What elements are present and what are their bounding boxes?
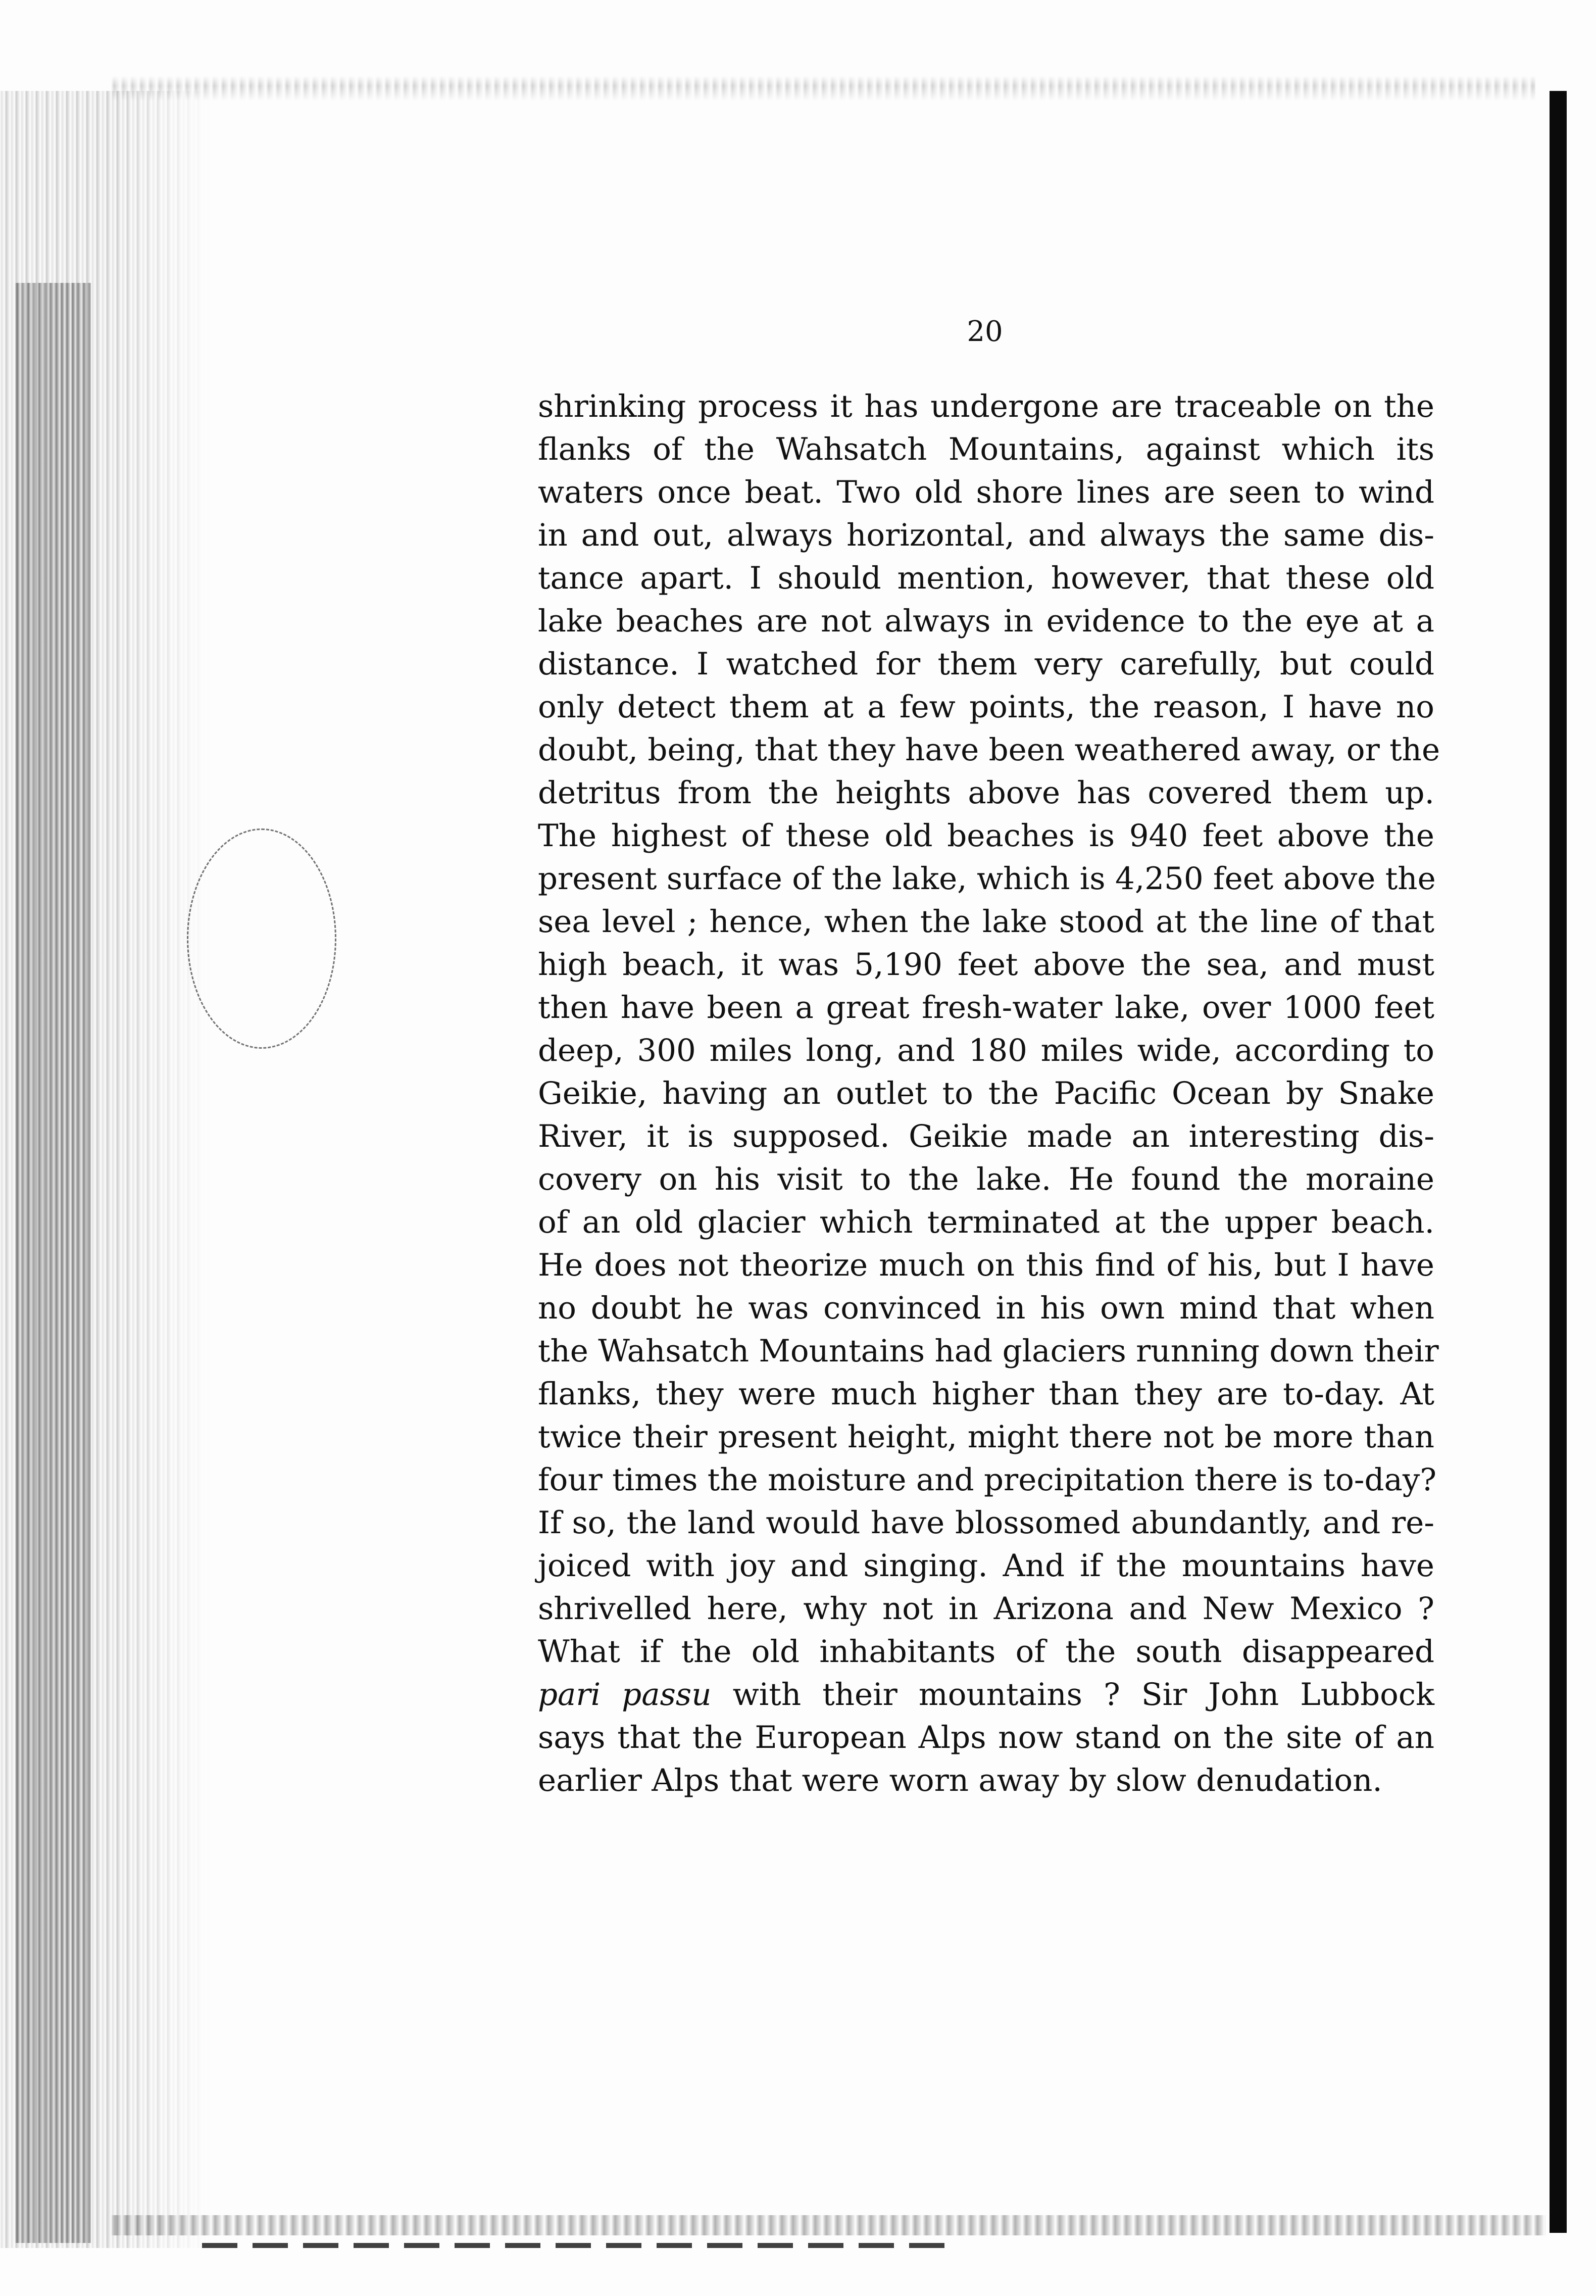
text-line: tance apart. I should mention, however, that these old xyxy=(538,560,1434,596)
italic-phrase: pari passu xyxy=(538,1677,712,1713)
text-line: shrinking process it has undergone are traceable on the xyxy=(538,388,1434,424)
text-line: shrivelled here, why not in Arizona and New Mexico ? xyxy=(538,1591,1434,1627)
text-line: only detect them at a few points, the reason, I have no xyxy=(538,689,1434,725)
top-edge-artifact xyxy=(111,76,1535,101)
text-line: twice their present height, might there not be more than xyxy=(538,1419,1434,1455)
text-line: detritus from the heights above has covered them up. xyxy=(538,775,1434,811)
page-number: 20 xyxy=(967,315,1003,348)
text-line: deep, 300 miles long, and 180 miles wide, according to xyxy=(538,1033,1434,1068)
text-line: pari passu with their mountains ? Sir John Lubbock xyxy=(538,1677,1434,1713)
text-line: The highest of these old beaches is 940 feet above the xyxy=(538,818,1434,854)
text-line: then have been a great fresh-water lake, over 1000 feet xyxy=(538,990,1434,1025)
text-line: lake beaches are not always in evidence to the eye at a xyxy=(538,603,1434,639)
text-line: the Wahsatch Mountains had glaciers running down their xyxy=(538,1333,1439,1369)
text-line: He does not theorize much on this find of his, but I have xyxy=(538,1247,1434,1283)
text-line: in and out, always horizontal, and always the same dis- xyxy=(538,517,1434,553)
text-line: says that the European Alps now stand on the site of an xyxy=(538,1720,1434,1755)
text-line: doubt, being, that they have been weathered away, or the xyxy=(538,732,1440,768)
text-line: no doubt he was convinced in his own mind that when xyxy=(538,1290,1434,1326)
circle-stamp-mark xyxy=(187,828,336,1049)
text-line-last: earlier Alps that were worn away by slow denudation. xyxy=(538,1763,1382,1798)
text-line: present surface of the lake, which is 4,250 feet above the xyxy=(538,861,1436,897)
text-line: Geikie, having an outlet to the Pacific Ocean by Snake xyxy=(538,1076,1434,1111)
text-line: If so, the land would have blossomed abundantly, and re- xyxy=(538,1505,1434,1541)
spine-scan-artifact xyxy=(15,283,91,2243)
text-line: River, it is supposed. Geikie made an interesting dis- xyxy=(538,1118,1434,1154)
text-line: of an old glacier which terminated at the upper beach. xyxy=(538,1204,1434,1240)
text-line: joiced with joy and singing. And if the mountains have xyxy=(538,1548,1434,1584)
text-line: four times the moisture and precipitation there is to-day? xyxy=(538,1462,1437,1498)
bottom-edge-artifact xyxy=(111,2215,1545,2235)
text-line: covery on his visit to the lake. He found the moraine xyxy=(538,1161,1434,1197)
text-line: waters once beat. Two old shore lines are seen to wind xyxy=(538,474,1434,510)
text-line: flanks, they were much higher than they are to-day. At xyxy=(538,1376,1434,1412)
text-line: high beach, it was 5,190 feet above the sea, and must xyxy=(538,947,1434,983)
right-edge-bar xyxy=(1550,91,1567,2233)
text-line: What if the old inhabitants of the south disappeared xyxy=(538,1634,1434,1670)
text-line: sea level ; hence, when the lake stood at the line of that xyxy=(538,904,1434,940)
body-text xyxy=(538,385,1440,1802)
bottom-dashed-line xyxy=(202,2243,960,2248)
text-line: flanks of the Wahsatch Mountains, against which its xyxy=(538,431,1434,467)
text-line: distance. I watched for them very carefully, but could xyxy=(538,646,1434,682)
